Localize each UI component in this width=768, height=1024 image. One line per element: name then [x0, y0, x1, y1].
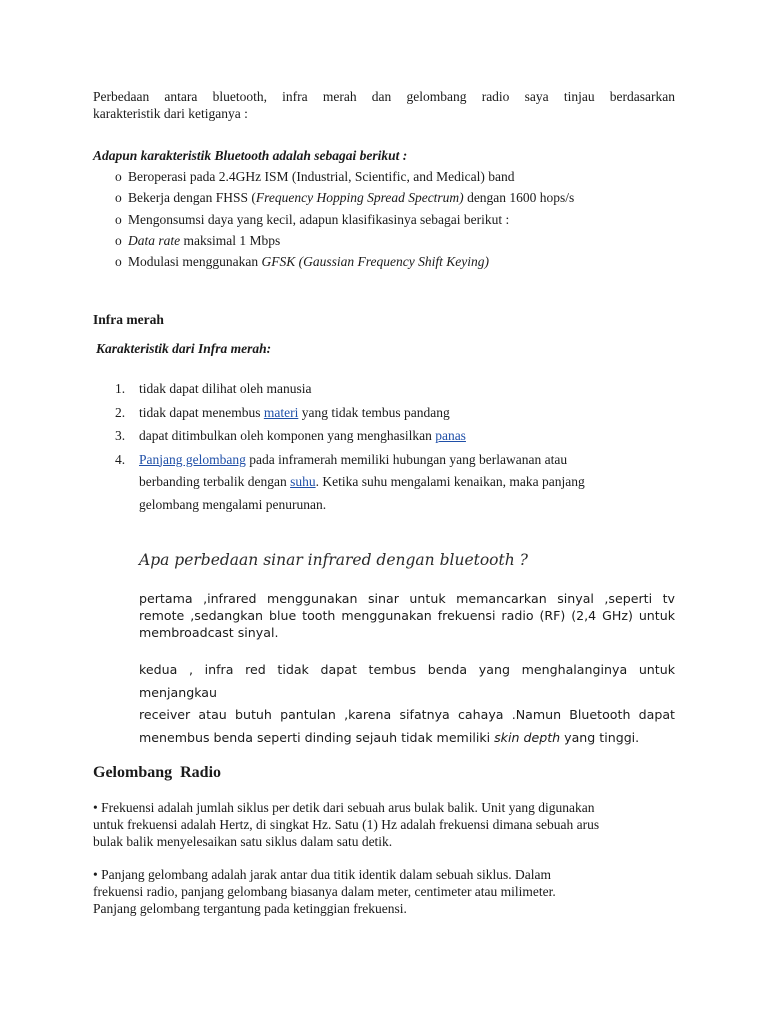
link-panjang-gelombang[interactable]: Panjang gelombang — [139, 451, 246, 467]
paragraph-kedua: kedua , infra red tidak dapat tembus benda yang menghalanginya untuk menjangkau receiver atau butuh pantulan ,karena sifatnya cahaya .Namun Bluetooth dapat menembus benda seperti dinding sejauh tidak memiliki skin depth yang tinggi. — [139, 662, 675, 745]
intro-paragraph — [93, 88, 675, 122]
radio-heading: Gelombang Radio — [93, 764, 222, 781]
intro-line-2: karakteristik dari ketiganya : — [93, 106, 248, 121]
list-number: 2. — [115, 404, 126, 420]
list-item: o Bekerja dengan FHSS (Frequency Hopping Spread Spectrum) dengan 1600 hops/s — [115, 187, 715, 208]
radio-bullet-panjang-gelombang: • Panjang gelombang adalah jarak antar dua titik identik dalam sebuah siklus. Dalam frekuensi radio, panjang gelombang biasanya dalam meter, centimeter atau milimeter. Panjang gelombang tergantung pada ketinggian frekuensi. — [93, 867, 556, 916]
list-number: 3. — [115, 428, 126, 443]
bullet-marker: o — [115, 211, 122, 227]
list-item: o Mengonsumsi daya yang kecil, adapun klasifikasinya sebagai berikut : — [115, 209, 715, 230]
infrared-subheading: Karakteristik dari Infra merah: — [96, 341, 272, 356]
bluetooth-heading: Adapun karakteristik Bluetooth adalah sebagai berikut : — [93, 148, 408, 163]
list-item: o Modulasi menggunakan GFSK (Gaussian Frequency Shift Keying) — [115, 251, 715, 272]
infrared-characteristics-list — [115, 378, 685, 517]
list-item: o Data rate maksimal 1 Mbps — [115, 230, 715, 251]
list-item: 4. Panjang gelombang pada inframerah memiliki hubungan yang berlawanan atau berbanding terbalik dengan suhu. Ketika suhu mengalami kenaikan, maka panjang gelombang mengalami penurunan. — [115, 449, 685, 517]
intro-line-1: Perbedaan antara bluetooth, infra merah dan gelombang radio saya tinjau berdasarkan — [93, 89, 675, 104]
link-materi[interactable]: materi — [263, 404, 299, 420]
list-item: 1. tidak dapat dilihat oleh manusia — [115, 378, 685, 401]
link-suhu[interactable]: suhu — [290, 474, 316, 489]
infrared-heading: Infra merah — [93, 312, 164, 327]
bullet-marker: o — [115, 254, 122, 270]
bullet-marker: o — [115, 190, 122, 206]
bullet-marker: o — [115, 169, 122, 184]
list-item: 3. dapat ditimbulkan oleh komponen yang menghasilkan panas — [115, 425, 685, 448]
paragraph-pertama: pertama ,infrared menggunakan sinar untuk memancarkan sinyal ,seperti tv remote ,sedangkan blue tooth menggunakan frekuensi radio (RF) (2,4 GHz) untuk membroadcast sinyal. — [139, 591, 675, 640]
radio-bullet-frekuensi: • Frekuensi adalah jumlah siklus per detik dari sebuah arus bulak balik. Unit yang digunakan untuk frekuensi adalah Hertz, di singkat Hz. Satu (1) Hz adalah frekuensi dimana sebuah arus bulak balik menyelesaikan satu siklus dalam satu detik. — [93, 800, 600, 849]
list-number: 1. — [115, 381, 126, 396]
list-item: 2. tidak dapat menembus materi yang tidak tembus pandang — [115, 402, 685, 425]
question-heading: Apa perbedaan sinar infrared dengan bluetooth ? — [139, 551, 528, 569]
link-panas[interactable]: panas — [435, 428, 466, 443]
list-item: o Beroperasi pada 2.4GHz ISM (Industrial, Scientific, and Medical) band — [115, 166, 715, 187]
list-number: 4. — [115, 451, 126, 467]
bullet-marker: o — [115, 232, 122, 248]
bluetooth-characteristics-list — [115, 166, 715, 272]
